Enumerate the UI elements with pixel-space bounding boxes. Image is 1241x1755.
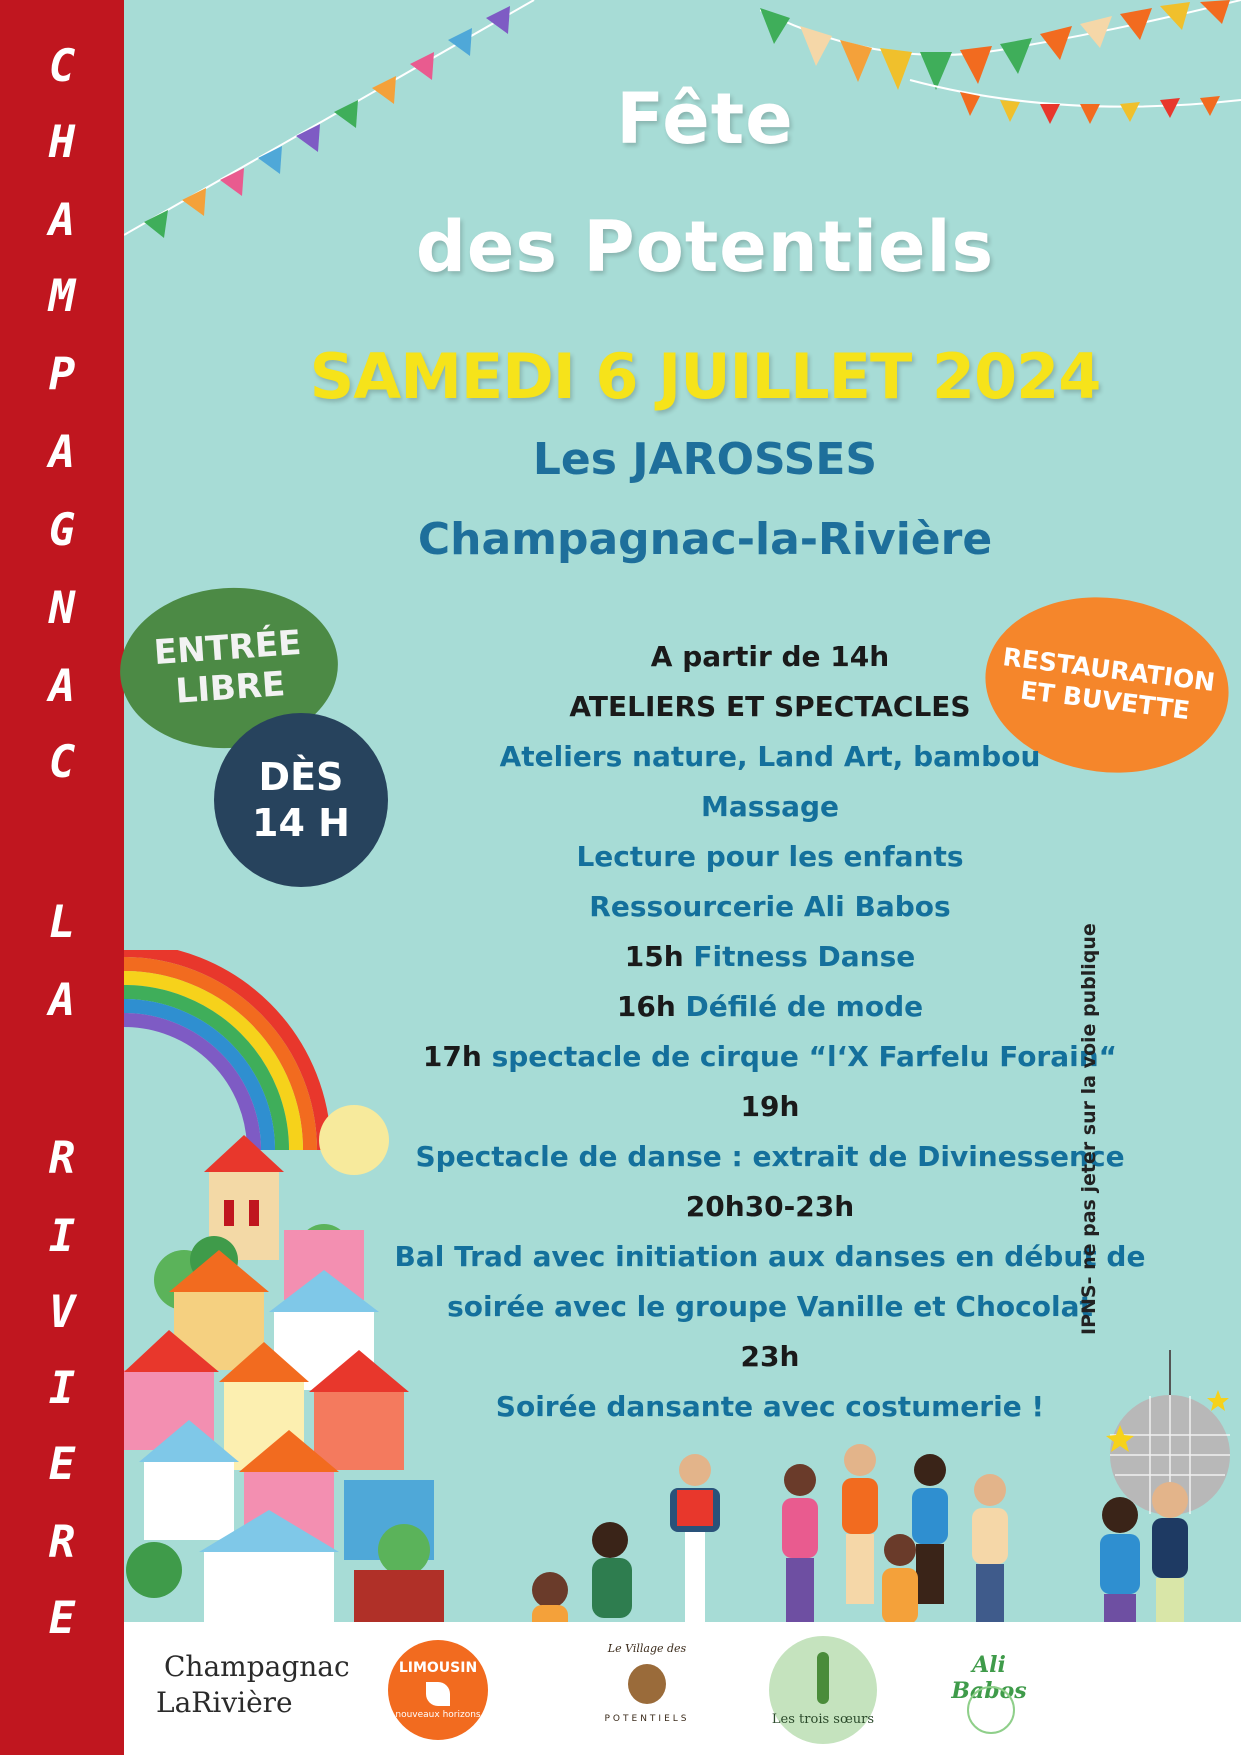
limousin-logo-subtext: nouveaux horizons bbox=[395, 1710, 481, 1720]
program-evening-text: Spectacle de danse : extrait de Divinessence bbox=[415, 1140, 1125, 1173]
sidebar-letter: E bbox=[48, 1439, 76, 1490]
program-evening-time: 20h30-23h bbox=[685, 1190, 855, 1223]
sidebar-letter: G bbox=[48, 505, 76, 556]
partner-logos-footer bbox=[124, 1622, 1241, 1755]
program-activity: Ressourcerie Ali Babos bbox=[589, 890, 951, 923]
program-start: A partir de 14h bbox=[650, 640, 890, 673]
program-evening-text: Bal Trad avec initiation aux danses en début de bbox=[394, 1240, 1146, 1273]
sidebar-letter: C bbox=[48, 737, 76, 788]
event-title-line2: des Potentiels bbox=[415, 206, 995, 288]
limousin-logo-text: LIMOUSIN bbox=[398, 1660, 478, 1676]
sidebar-letter: M bbox=[48, 271, 76, 322]
sidebar-letter: L bbox=[48, 897, 76, 948]
program-evening-time: 19h bbox=[740, 1090, 800, 1123]
ali-babos-logo bbox=[934, 1642, 1044, 1742]
trois-soeurs-logo-text: Les trois sœurs bbox=[771, 1712, 875, 1727]
sidebar-letter: H bbox=[48, 117, 76, 168]
plant-icon bbox=[817, 1652, 829, 1704]
sidebar-letter: N bbox=[48, 583, 76, 634]
sidebar-letter: E bbox=[48, 1593, 76, 1644]
program-item-time: 17h bbox=[422, 1040, 482, 1073]
program-evening-time: 23h bbox=[740, 1340, 800, 1373]
village-potentiels-logo bbox=[592, 1642, 702, 1742]
limousin-logo bbox=[388, 1640, 488, 1740]
program-item-label: spectacle de cirque “l‘X Farfelu Forain“ bbox=[491, 1040, 1118, 1073]
sidebar-letter: P bbox=[48, 349, 76, 400]
sidebar-letter: R bbox=[48, 1133, 76, 1184]
restauration-badge: RESTAURATION ET BUVETTE bbox=[975, 584, 1238, 786]
rainbow-village-illustration bbox=[124, 950, 464, 1622]
village-logo-line2: POTENTIELS bbox=[604, 1714, 690, 1724]
trois-soeurs-logo bbox=[769, 1636, 877, 1744]
tree-icon bbox=[628, 1664, 666, 1704]
program-item bbox=[370, 990, 1170, 1024]
champagnac-logo-line2: LaRivière bbox=[156, 1686, 293, 1719]
sidebar-letter: A bbox=[48, 975, 76, 1026]
event-title-line1: Fête bbox=[616, 78, 794, 160]
program-item bbox=[370, 1040, 1170, 1074]
program-heading: ATELIERS ET SPECTACLES bbox=[569, 690, 971, 723]
sidebar-letter: A bbox=[48, 427, 76, 478]
program-evening-text: soirée avec le groupe Vanille et Chocolat bbox=[447, 1290, 1093, 1323]
program-evening-text: Soirée dansante avec costumerie ! bbox=[495, 1390, 1045, 1423]
sidebar-letter: R bbox=[48, 1517, 76, 1568]
program-item bbox=[370, 940, 1170, 974]
sidebar-letter: C bbox=[48, 41, 76, 92]
sidebar-letter: I bbox=[48, 1363, 76, 1414]
leaf-icon bbox=[426, 1682, 450, 1706]
venue-name: Les JAROSSES bbox=[532, 434, 878, 485]
champagnac-logo-line1: Champagnac bbox=[164, 1650, 350, 1683]
globe-icon bbox=[967, 1686, 1015, 1734]
sidebar-letter: V bbox=[48, 1287, 76, 1338]
ali-babos-logo-text: Ali Babos bbox=[951, 1652, 1027, 1704]
program-activity: Massage bbox=[700, 790, 840, 823]
program-activity: Lecture pour les enfants bbox=[576, 840, 964, 873]
sidebar-letter: A bbox=[48, 195, 76, 246]
program-item-time: 16h bbox=[616, 990, 676, 1023]
program-item-label: Défilé de mode bbox=[685, 990, 924, 1023]
free-entry-badge: ENTRÉE LIBRE bbox=[115, 581, 344, 756]
sidebar-banner bbox=[0, 0, 124, 1755]
sidebar-letter: I bbox=[48, 1211, 76, 1262]
start-time-badge: DÈS 14 H bbox=[214, 713, 388, 887]
village-logo-line1: Le Village des bbox=[607, 1642, 687, 1655]
sidebar-letter: A bbox=[48, 661, 76, 712]
program-activity: Ateliers nature, Land Art, bambou bbox=[499, 740, 1041, 773]
venue-town: Champagnac-la-Rivière bbox=[417, 514, 993, 565]
program-item-time: 15h bbox=[624, 940, 684, 973]
event-date: SAMEDI 6 JUILLET 2024 bbox=[309, 340, 1101, 413]
program-item-label: Fitness Danse bbox=[693, 940, 916, 973]
ipns-notice: IPNS- ne pas jeter sur la voie publique bbox=[1078, 923, 1100, 1335]
